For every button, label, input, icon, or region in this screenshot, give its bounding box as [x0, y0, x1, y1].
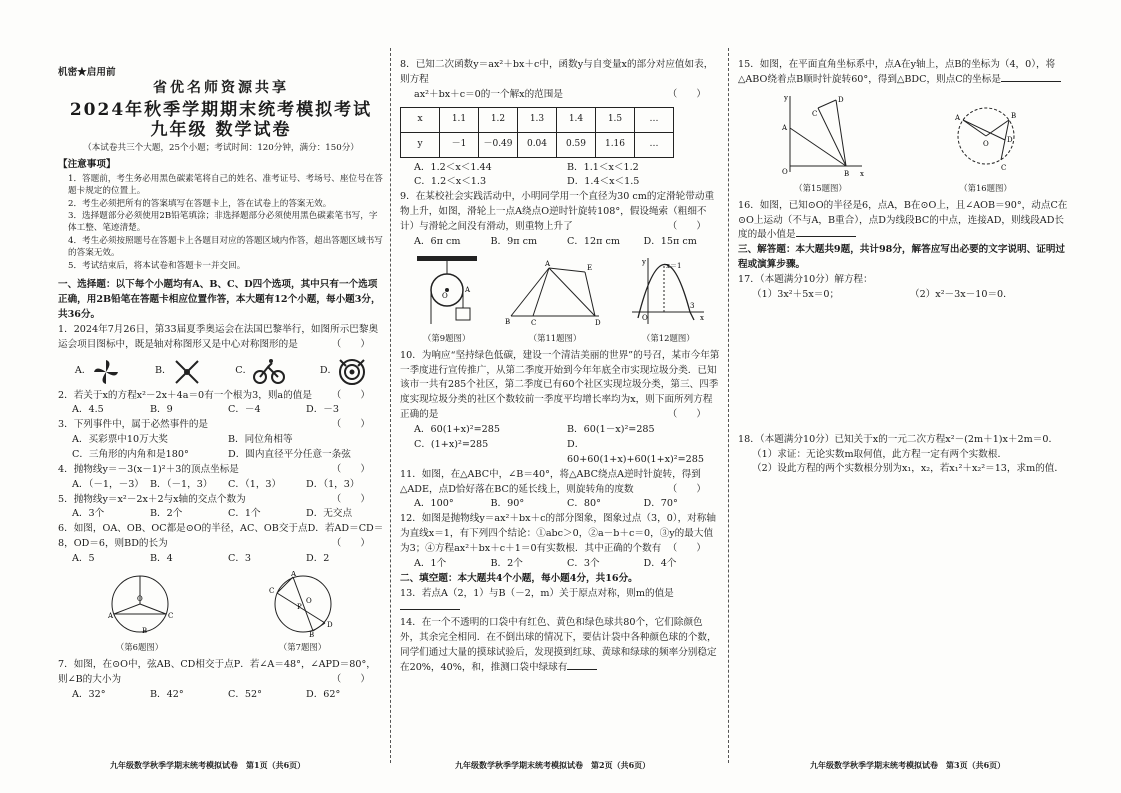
- svg-text:y: y: [783, 93, 788, 102]
- question-10-stem: 10．为响应“坚持绿色低碳，建设一个清洁美丽的世界”的号召，某市今年第一季度进行宣传推广，从第二季度开始到今年年底全市实现垃圾分类．已知该市一共有285个社区，第二季度已有60个社区实现垃圾分类，第三、四季度实现垃圾分类的社区个数较前一季度平均增长率均为x，则下面所列方程正确的是 （ ）: [400, 349, 720, 421]
- exam-title: 2024年秋季学期期末统考模拟考试: [69, 99, 373, 120]
- question-4-stem: 4．抛物线y＝－3(x－1)²＋3的顶点坐标是 （ ）: [58, 463, 370, 475]
- svg-text:B: B: [504, 317, 511, 326]
- question-18-part-2: （2）设此方程的两个实数根分别为x₁，x₂，若x₁²＋x₂²＝13，求m的值．: [752, 463, 1064, 475]
- page-divider: [728, 48, 729, 763]
- option-d: D．: [320, 357, 367, 387]
- svg-text:A: A: [544, 259, 551, 268]
- svg-text:B: B: [843, 169, 849, 178]
- svg-text:A: A: [107, 611, 113, 620]
- svg-text:O: O: [781, 167, 788, 176]
- svg-text:C: C: [167, 611, 173, 620]
- figure-11-caption: （第11题图）: [528, 332, 582, 343]
- svg-text:C: C: [268, 586, 274, 595]
- svg-text:O: O: [136, 594, 143, 603]
- notice-item: 4．考生必须按照题号在答题卡上各题目对应的答题区域内作答，超出答题区域书写的答案无效。: [68, 235, 383, 259]
- section-1-heading: 一、选择题：以下每个小题均有A、B、C、D四个选项，其中只有一个选项正确，用2B铅笔在答题卡相应位置作答，本大题有12个小题，每小题3分，共36分。: [58, 279, 381, 320]
- question-17-stem: 17．（本题满分10分）解方程：: [738, 274, 873, 286]
- question-18-part-1: （1）求证：无论实数m取何值，此方程一定有两个实数根．: [752, 448, 1008, 460]
- svg-text:O: O: [982, 139, 989, 148]
- figure-7: [263, 571, 343, 654]
- option-b: B．: [155, 357, 202, 387]
- notice-item: 3．选择题部分必须使用2B铅笔填涂；非选择题部分必须使用黑色碳素笔书写，字体工整、笔迹清楚。: [68, 211, 378, 234]
- circle-diagram-16: [941, 98, 1031, 178]
- figure-6: [100, 571, 180, 654]
- option-c: C．: [235, 357, 286, 387]
- question-11-stem: 11．如图，在△ABC中，∠B＝40°，将△ABC绕点A逆时针旋转，得到△ADE，点D恰好落在BC的延长线上，则旋转角的度数 （ ）: [400, 468, 706, 495]
- circle-diagram-7: [263, 571, 343, 637]
- answer-space: [738, 303, 1068, 433]
- figures-15-16: [738, 92, 1068, 195]
- svg-text:A: A: [464, 285, 470, 294]
- figure-16: [941, 98, 1031, 195]
- table-row: y －1 －0.49 0.04 0.59 1.16 …: [401, 132, 674, 157]
- svg-text:D: D: [326, 620, 333, 629]
- question-8-options: A．1.2＜x＜1.44 B．1.1＜x＜1.2 C．1.2＜x＜1.3 D．1.4＜x＜1.5: [414, 161, 640, 188]
- question-12-stem: 12．如图是抛物线y＝ax²＋bx＋c的部分图象，图象过点（3，0），对称轴为直线x＝1，有下列四个结论：①abc＞0，②a－b＋c＝0，③y的最大值为3；④方程ax²＋bx＋c＋1＝0有实数根．其中正确的个数有 （ ）: [400, 513, 716, 554]
- page-1-footer: 九年级数学秋季学期末统考模拟试卷 第1页（共6页）: [110, 760, 306, 770]
- figure-15: [776, 92, 866, 195]
- svg-text:B: B: [308, 630, 314, 637]
- section-3-heading: 三、解答题：本大题共9题，共计98分，解答应写出必要的文字说明、证明过程或演算步骤。: [738, 244, 1066, 271]
- svg-text:x: x: [859, 169, 864, 178]
- pinwheel-icon: [91, 357, 121, 387]
- notice-list: [58, 173, 384, 273]
- page-divider: [390, 48, 391, 763]
- svg-text:A: A: [781, 123, 787, 132]
- page-2-footer: 九年级数学秋季学期末统考模拟试卷 第2页（共6页）: [455, 760, 651, 770]
- figure-6-caption: （第6题图）: [115, 641, 164, 652]
- header-subtitle: 省优名师资源共享: [153, 80, 289, 96]
- confidential-tag: 机密★启用前: [58, 67, 116, 78]
- figure-7-caption: （第7题图）: [278, 641, 327, 652]
- notice-item: 1．答题前，考生务必用黑色碳素笔将自己的姓名、准考证号、考场号、座位号在答题卡规定的位置上。: [68, 173, 383, 197]
- question-7-stem: 7．如图，在⊙O中，弦AB、CD相交于点P．若∠A＝48°，∠APD＝80°，则∠B的大小为 （ ）: [58, 658, 376, 685]
- question-7-options: A．32° B．42° C．52° D．62°: [72, 688, 341, 700]
- value-table: [400, 107, 674, 158]
- svg-text:O: O: [642, 313, 649, 322]
- page-1-column: [58, 58, 384, 793]
- svg-text:B: B: [141, 626, 147, 635]
- question-6-options: A．5 B．4 C．3 D．2: [72, 553, 330, 565]
- option-a: A．: [75, 357, 122, 387]
- question-2-options: A．4.5 B．9 C．－4 D．－3: [72, 404, 339, 416]
- question-9-stem: 9．在某校社会实践活动中，小明同学用一个直径为30 cm的定滑轮带动重物上升，如图，滑轮上一点A绕点O逆时针旋转108°，假设绳索（粗细不计）与滑轮之间没有滑动，则重物上升了 （ ）: [400, 191, 715, 233]
- figure-11: [505, 258, 605, 345]
- page-2-column: [400, 58, 720, 793]
- question-10-options: A．60(1+x)²=285 B．60(1－x)²=285 C．(1+x)²=285 D．60+60(1+x)+60(1+x)²=285: [414, 424, 704, 465]
- svg-text:y: y: [642, 257, 647, 266]
- figures-6-7: [58, 571, 384, 654]
- svg-text:D: D: [594, 318, 601, 327]
- svg-text:C: C: [530, 318, 537, 327]
- question-16-stem: 16．如图，已知⊙O的半径是6，点A，B在⊙O上，且∠AOB＝90°，动点C在⊙O上运动（不与A，B重合），点D为线段BC的中点，连接AD，则线段AD长度的最小值是: [738, 199, 1068, 241]
- svg-text:D: D: [837, 95, 844, 104]
- svg-text:A: A: [290, 570, 296, 578]
- target-icon: [337, 357, 367, 387]
- svg-text:P: P: [296, 602, 302, 611]
- question-9-options: A．6π cm B．9π cm C．12π cm D．15π cm: [414, 235, 697, 247]
- svg-text:x＝1: x＝1: [666, 261, 682, 270]
- coordinate-rotation-diagram: [776, 92, 866, 178]
- notice-item: 5．考试结束后，将本试卷和答题卡一并交回。: [68, 260, 246, 271]
- svg-text:D: D: [1006, 135, 1013, 144]
- svg-text:O: O: [441, 291, 448, 300]
- pulley-diagram: [412, 254, 482, 328]
- svg-text:C: C: [811, 109, 817, 118]
- question-13-stem: 13．若点A（2，1）与B（－2，m）关于原点对称，则m的值是: [400, 587, 720, 617]
- svg-text:O: O: [305, 596, 312, 605]
- question-8-stem-cont: ax²＋bx＋c＝0的一个解x的范围是 （ ）: [414, 88, 706, 100]
- question-11-options: A．100° B．90° C．80° D．70°: [414, 498, 678, 510]
- figure-9: [412, 254, 482, 345]
- page-3-footer: 九年级数学秋季学期末统考模拟试卷 第3页（共6页）: [810, 760, 1006, 770]
- table-row: x 1.1 1.2 1.3 1.4 1.5 …: [401, 107, 674, 132]
- circle-diagram-6: [100, 571, 180, 637]
- figure-12: [628, 254, 708, 345]
- page-3-column: [738, 58, 1068, 793]
- question-5-stem: 5．抛物线y＝x²－2x＋2与x轴的交点个数为 （ ）: [58, 493, 370, 505]
- fencing-icon: [172, 357, 202, 387]
- question-18-stem: 18．（本题满分10分）已知关于x的一元二次方程x²－(2m＋1)x＋2m＝0．: [738, 433, 1059, 445]
- paper-title: 九年级 数学试卷: [150, 120, 292, 141]
- question-6-stem: 6．如图，OA、OB、OC都是⊙O的半径，AC、OB交于点D．若AD＝CD＝8，OD＝6，则BD的长为 （ ）: [58, 523, 384, 550]
- svg-text:E: E: [586, 263, 593, 272]
- svg-text:B: B: [1010, 111, 1016, 120]
- cycling-icon: [252, 357, 286, 387]
- question-15-stem: 15．如图，在平面直角坐标系中，点A在y轴上，点B的坐标为（4，0），将△ABO绕着点B顺时针旋转60°，得到△BDC，则点C的坐标是: [738, 58, 1068, 88]
- parabola-diagram: [628, 254, 708, 328]
- question-5-options: A．3个 B．2个 C．1个 D．无交点: [72, 508, 353, 520]
- svg-text:x: x: [700, 313, 705, 322]
- figures-9-11-12: [400, 254, 720, 345]
- question-17-parts: （1）3x²＋5x＝0； （2）x²－3x－10＝0．: [752, 288, 1013, 300]
- svg-text:C: C: [1000, 163, 1006, 172]
- question-4-options: A．（－1，－3） B．（－1，3） C．（1，3） D．（1，3）: [72, 478, 360, 490]
- notice-heading: 【注意事项】: [58, 158, 116, 170]
- question-8-stem: 8．已知二次函数y＝ax²＋bx＋c中，函数y与自变量x的部分对应值如表，则方程: [400, 59, 714, 85]
- notice-item: 2．考生必须把所有的答案填写在答题卡上，答在试卷上的答案无效。: [68, 198, 332, 209]
- svg-text:A: A: [954, 113, 960, 122]
- question-3-options: A．买彩票中10万大奖 B．同位角相等 C．三角形的内角和是180° D．圆内直径平分任意一条弦: [72, 434, 351, 460]
- question-3-stem: 3．下列事件中，属于必然事件的是 （ ）: [58, 419, 370, 431]
- figure-15-caption: （第15题图）: [794, 182, 847, 193]
- question-14-stem: 14．在一个不透明的口袋中有红色、黄色和绿色球共80个，它们除颜色外，其余完全相同．在不倒出球的情况下，要估计袋中各种颜色球的个数，同学们通过大量的摸球试验后，发现摸到红球、黄球和绿球的频率分别稳定在20%，40%，和，推测口袋中绿球有: [400, 617, 717, 673]
- question-12-options: A．1个 B．2个 C．3个 D．4个: [414, 557, 677, 569]
- question-1-stem: 1．2024年7月26日，第33届夏季奥运会在法国巴黎举行，如图所示巴黎奥运会项目图标中，既是轴对称图形又是中心对称图形的是 （ ）: [58, 323, 379, 350]
- figure-12-caption: （第12题图）: [642, 332, 695, 343]
- question-2-stem: 2．若关于x的方程x²－2x＋4a＝0有一个根为3，则a的值是 （ ）: [58, 389, 370, 401]
- question-1-options: [58, 357, 384, 387]
- svg-text:3: 3: [690, 301, 695, 310]
- figure-16-caption: （第16题图）: [959, 182, 1012, 193]
- section-2-heading: 二、填空题：本大题共4个小题，每小题4分，共16分。: [400, 572, 638, 584]
- figure-9-caption: （第9题图）: [423, 332, 471, 343]
- exam-info: （本试卷共三个大题，25个小题；考试时间：120分钟，满分：150分）: [83, 143, 359, 154]
- triangle-rotation-diagram: [505, 258, 605, 328]
